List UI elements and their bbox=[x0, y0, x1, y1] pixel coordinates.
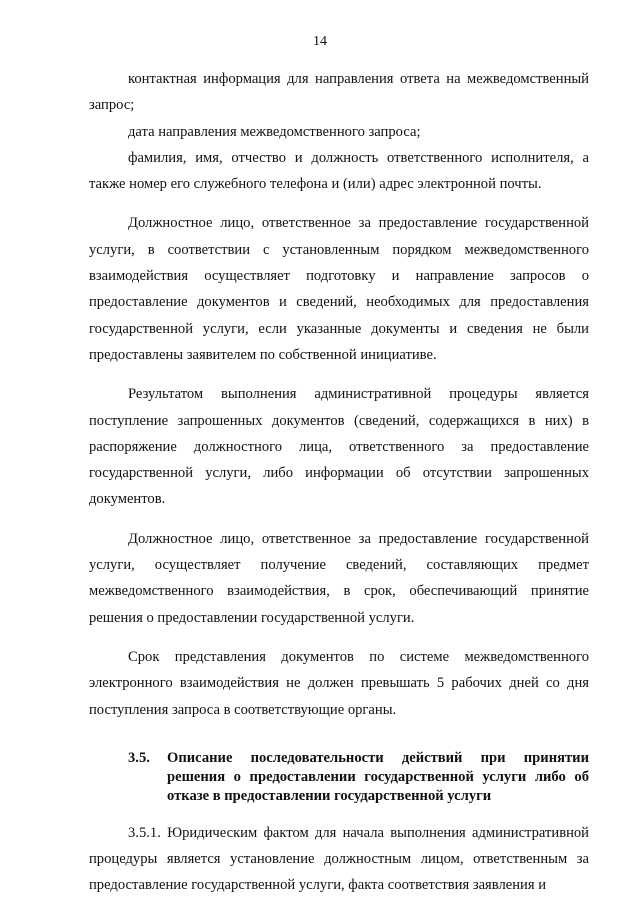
paragraph-official-receives: Должностное лицо, ответственное за предоставление государственной услуги, осуществляет получение сведений, составляющих предмет межведомственного взаимодействия, в срок, обеспечивающий принятие решения о предоставлении государственной услуги. bbox=[89, 530, 589, 626]
section-number: 3.5. bbox=[128, 749, 150, 766]
paragraph-contact-info: контактная информация для направления ответа на межведомственный запрос; bbox=[89, 71, 589, 114]
paragraph-submission-term: Срок представления документов по системе межведомственного электронного взаимодействия не должен превышать 5 рабочих дней со дня поступления запроса в соответствующие органы. bbox=[89, 648, 589, 718]
section-title: Описание последовательности действий при принятии решения о предоставлении государственной услуги либо об отказе в предоставлении государственной услуги bbox=[167, 749, 589, 804]
document-body bbox=[89, 66, 589, 899]
section-heading bbox=[89, 749, 589, 806]
paragraph-3-5-1: 3.5.1. Юридическим фактом для начала выполнения административной процедуры является установление должностным лицом, ответственным за предоставление государственной услуги, факта соответствия заявления и bbox=[89, 824, 589, 894]
paragraph-procedure-result: Результатом выполнения административной процедуры является поступление запрошенных документов (сведений, содержащихся в них) в распоряжение должностного лица, ответственного за предоставление государственной услуги, либо информации об отсутствии запрошенных документов. bbox=[89, 386, 589, 508]
paragraph-request-date: дата направления межведомственного запроса; bbox=[128, 123, 421, 140]
paragraph-executor-details: фамилия, имя, отчество и должность ответственного исполнителя, а также номер его служебного телефона и (или) адрес электронной почты. bbox=[89, 149, 589, 193]
paragraph-official-requests: Должностное лицо, ответственное за предоставление государственной услуги, в соответствии с установленным порядком межведомственного взаимодействия осуществляет подготовку и направление запросов о предоставление документов и сведений, необходимых для предоставления государственной услуги, если указанные документы и сведения не были предоставлены заявителем по собственной инициативе. bbox=[89, 215, 589, 363]
page-number: 14 bbox=[313, 34, 327, 49]
